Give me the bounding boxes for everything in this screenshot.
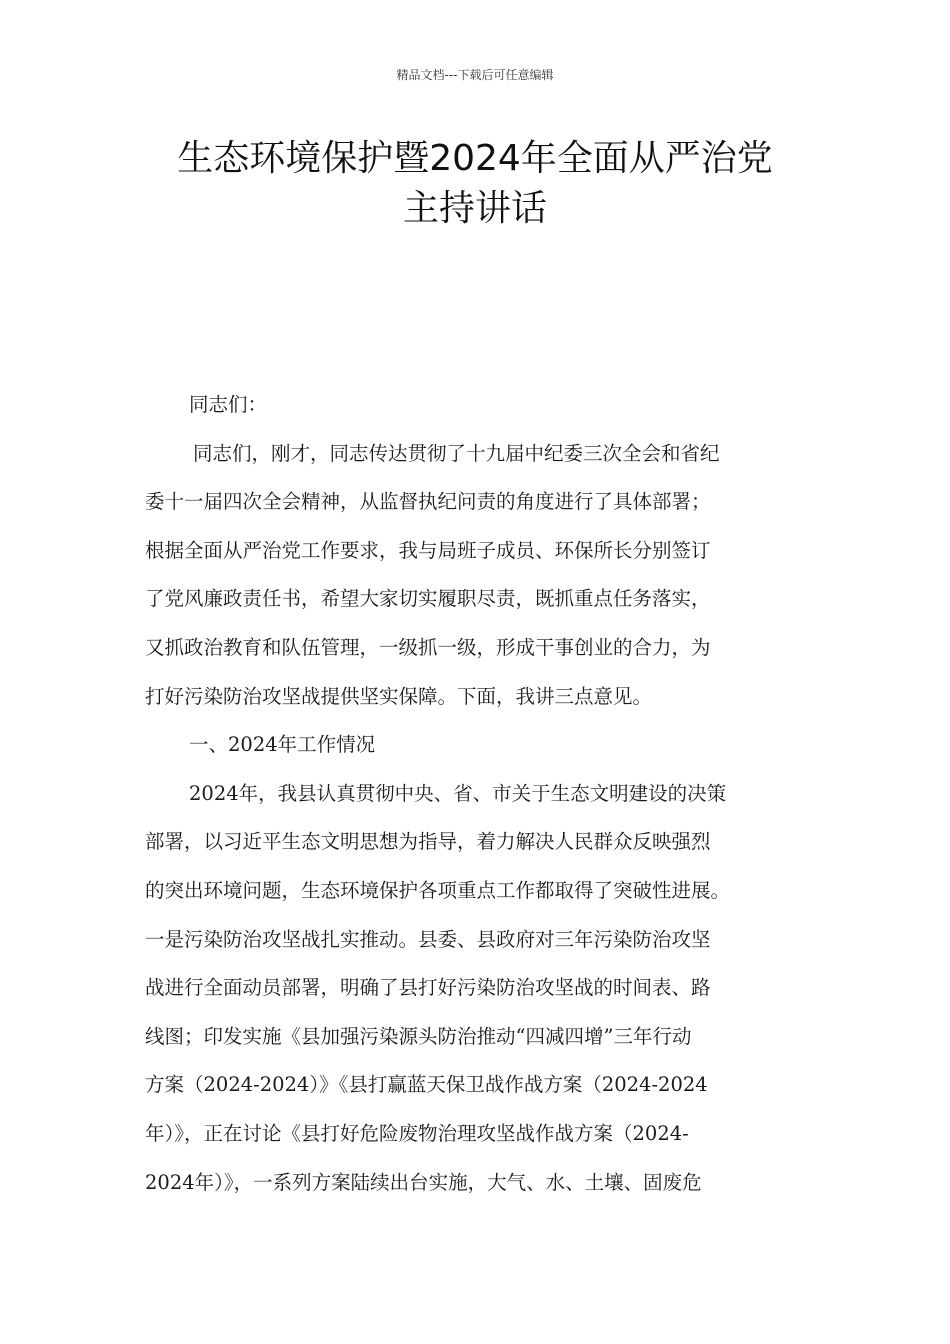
section-heading: 一、2024年工作情况 — [189, 733, 376, 757]
paragraph-line: 战进行全面动员部署，明确了县打好污染防治攻坚战的时间表、路 — [145, 976, 711, 1000]
paragraph-line: 部署，以习近平生态文明思想为指导，着力解决人民群众反映强烈 — [145, 830, 711, 854]
paragraph-line: 根据全面从严治党工作要求，我与局班子成员、环保所长分别签订 — [145, 538, 711, 562]
paragraph-line: 线图；印发实施《县加强污染源头防治推动“四减四增”三年行动 — [145, 1024, 692, 1048]
paragraph-line: 的突出环境问题，生态环境保护各项重点工作都取得了突破性进展。 — [145, 878, 731, 902]
paragraph-line: 同志们，刚才，同志传达贯彻了十九届中纪委三次全会和省纪 — [193, 441, 720, 465]
document-title — [0, 134, 950, 234]
title-line-1: 生态环境保护暨2024年全面从严治党 — [177, 138, 773, 179]
paragraph-line: 又抓政治教育和队伍管理，一级抓一级，形成干事创业的合力，为 — [145, 635, 711, 659]
paragraph-line: 委十一届四次全会精神，从监督执纪问责的角度进行了具体部署； — [145, 490, 711, 514]
paragraph-line: 打好污染防治攻坚战提供坚实保障。下面，我讲三点意见。 — [145, 684, 653, 708]
header-note: 精品文档---下载后可任意编辑 — [396, 68, 554, 82]
paragraph-line: 2024年）》，一系列方案陆续出台实施，大气、水、土壤、固废危 — [145, 1170, 702, 1194]
paragraph-line: 了党风廉政责任书，希望大家切实履职尽责，既抓重点任务落实， — [145, 587, 711, 611]
salutation: 同志们： — [189, 393, 268, 416]
paragraph-line: 一是污染防治攻坚战扎实推动。县委、县政府对三年污染防治攻坚 — [145, 927, 711, 951]
title-line-2: 主持讲话 — [402, 188, 547, 229]
paragraph-line: 方案（2024-2024）》《县打赢蓝天保卫战作战方案（2024-2024 — [145, 1073, 708, 1097]
paragraph-line: 年）》，正在讨论《县打好危险废物治理攻坚战作战方案（2024- — [145, 1121, 689, 1145]
paragraph-line: 2024年，我县认真贯彻中央、省、市关于生态文明建设的决策 — [189, 781, 727, 805]
document-body — [145, 381, 810, 1207]
